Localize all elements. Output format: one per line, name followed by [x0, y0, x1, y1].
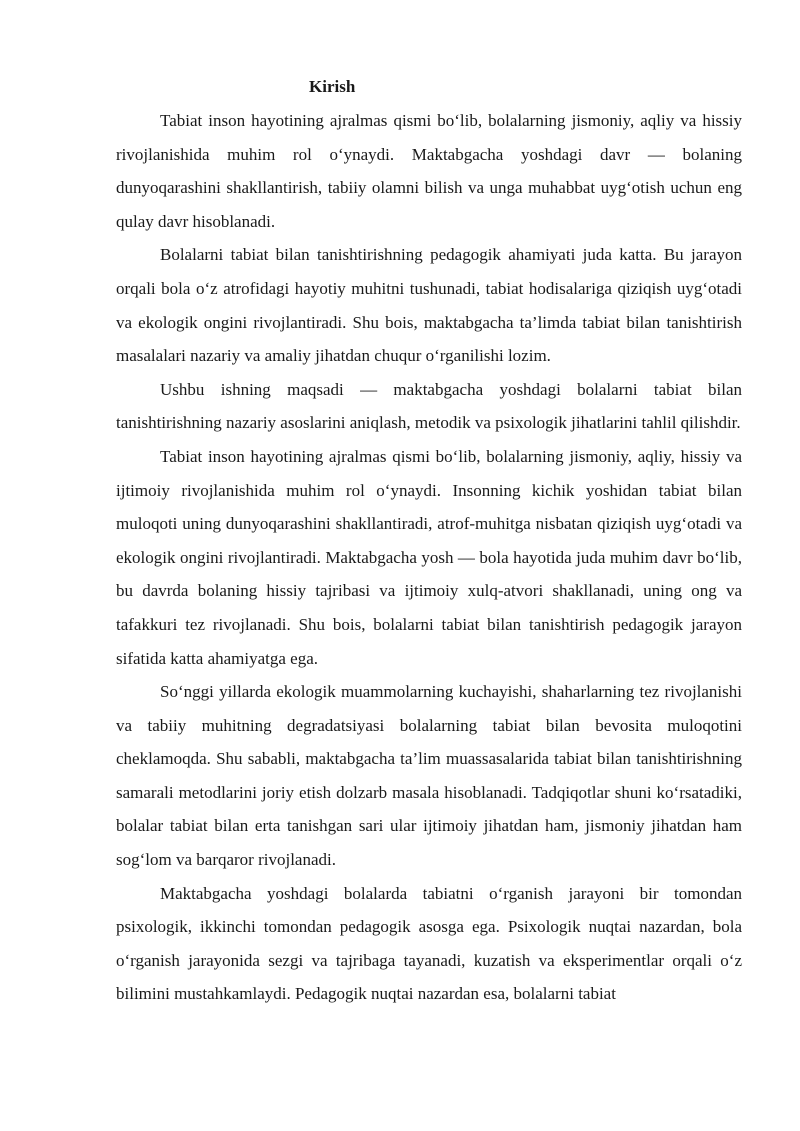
paragraph: Ushbu ishning maqsadi — maktabgacha yoshdagi bolalarni tabiat bilan tanishtirishning nazariy asoslarini aniqlash, metodik va psixologik jihatlarini tahlil qilishdir.: [116, 379, 742, 433]
paragraph: Maktabgacha yoshdagi bolalarda tabiatni o‘rganish jarayoni bir tomondan psixologik, ikkinchi tomondan pedagogik asosga ega. Psixologik nuqtai nazardan, bola o‘rganish jarayonida sezgi va tajribaga tayanadi, kuzatish va eksperimentlar orqali o‘z bilimini mustahkamlaydi. Pedagogik nuqtai nazardan esa, bolalarni tabiat: [116, 883, 742, 1004]
paragraph: So‘nggi yillarda ekologik muammolarning kuchayishi, shaharlarning tez rivojlanishi va tabiiy muhitning degradatsiyasi bolalarning tabiat bilan bevosita muloqotini cheklamoqda. Shu sababli, maktabgacha ta’lim muassasalarida tabiat bilan tanishtirishning samarali metodlarini joriy etish dolzarb masala hisoblanadi. Tadqiqotlar shuni ko‘rsatadiki, bolalar tabiat bilan erta tanishgan sari ular ijtimoiy jihatdan ham, jismoniy jihatdan ham sog‘lom va barqaror rivojlanadi.: [116, 682, 742, 870]
paragraph: Tabiat inson hayotining ajralmas qismi bo‘lib, bolalarning jismoniy, aqliy va hissiy rivojlanishida muhim rol o‘ynaydi. Maktabgacha yoshdagi davr — bolaning dunyoqarashini shakllantirish, tabiiy olamni bilish va unga muhabbat uyg‘otish uchun eng qulay davr hisoblanadi.: [116, 111, 742, 231]
paragraph: Tabiat inson hayotining ajralmas qismi bo‘lib, bolalarning jismoniy, aqliy, hissiy va ijtimoiy rivojlanishida muhim rol o‘ynaydi. Insonning kichik yoshidan tabiat bilan muloqoti uning dunyoqarashini shakllantiradi, atrof-muhitga nisbatan qiziqish uyg‘otadi va ekologik ongini rivojlantiradi. Maktabgacha yosh — bola hayotida juda muhim davr bo‘lib, bu davrda bolaning hissiy tajribasi va ijtimoiy xulq-atvori shakllanadi, uning ong va tafakkuri tez rivojlanadi. Shu bois, bolalarni tabiat bilan tanishtirish pedagogik jarayon sifatida katta ahamiyatga ega.: [116, 446, 742, 668]
document-page: [116, 72, 742, 1011]
section-heading: Kirish: [309, 77, 356, 96]
paragraph: Bolalarni tabiat bilan tanishtirishning pedagogik ahamiyati juda katta. Bu jarayon orqali bola o‘z atrofidagi hayotiy muhitni tushunadi, tabiat hodisalariga qiziqish uyg‘otadi va ekologik ongini rivojlantiradi. Shu bois, maktabgacha ta’limda tabiat bilan tanishtirish masalalari nazariy va amaliy jihatdan chuqur o‘rganilishi lozim.: [116, 245, 742, 366]
